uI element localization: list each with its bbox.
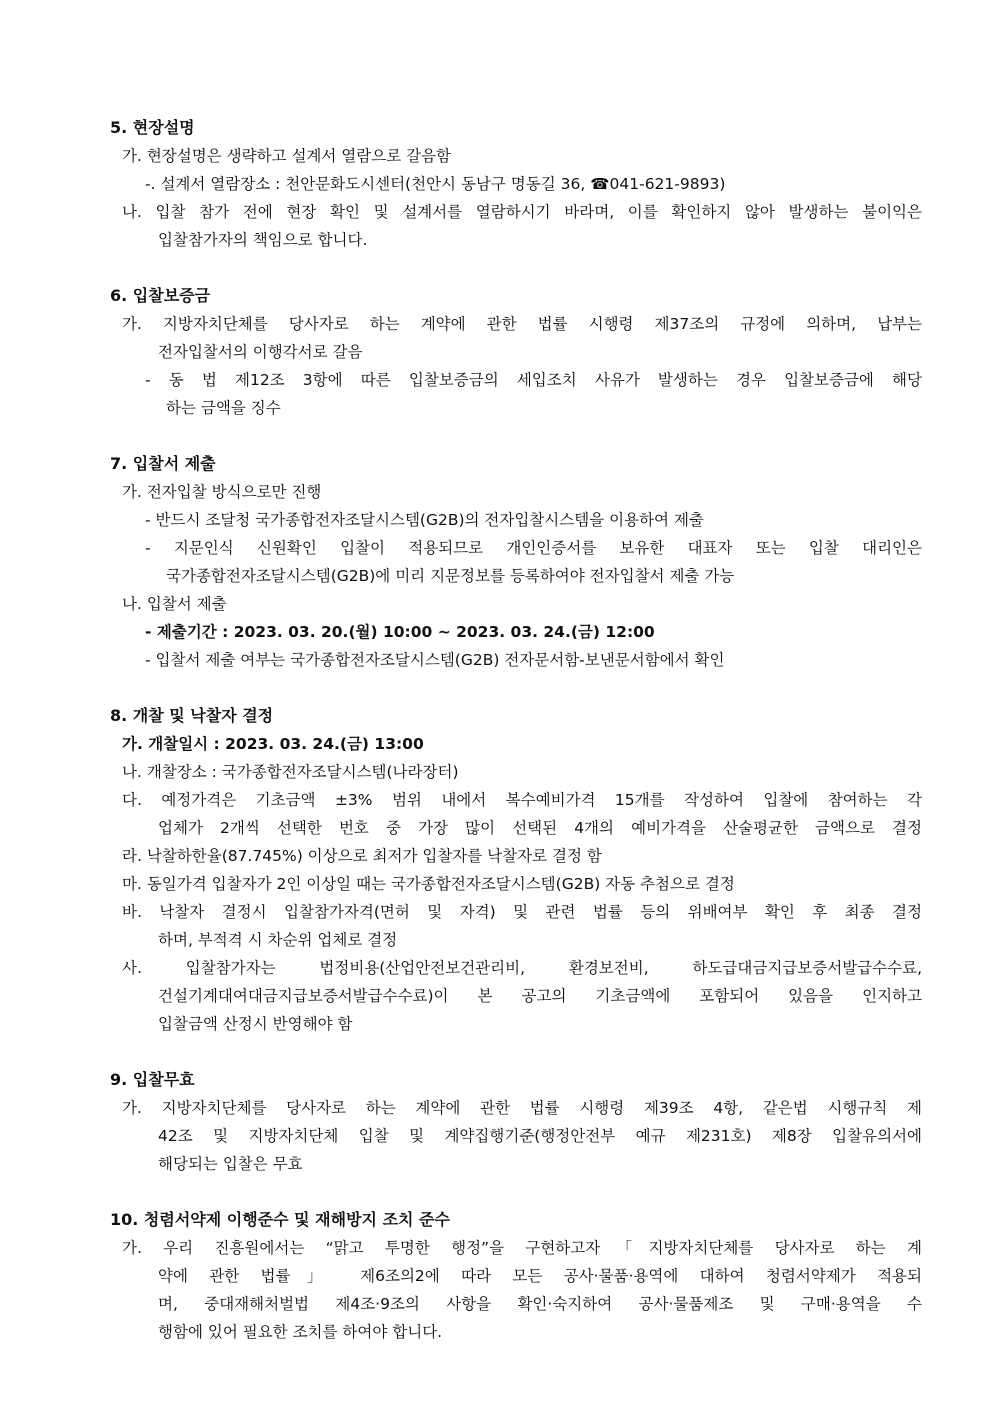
s9-item-ga-line3: 해당되는 입찰은 무효 [158,1155,303,1173]
s8-item-ma: 마. 동일가격 입찰자가 2인 이상일 때는 국가종합전자조달시스템(G2B) 자동 추첨으로 결정 [122,875,735,893]
section-7-title: 7. 입찰서 제출 [110,454,216,473]
s7-na-sub2: - 입찰서 제출 여부는 국가종합전자조달시스템(G2B) 전자문서함-보낸문서함에서 확인 [145,651,725,669]
section-8-title: 8. 개찰 및 낙찰자 결정 [110,706,274,725]
s10-item-ga-line1: 가. 우리 진흥원에서는 “맑고 투명한 행정”을 구현하고자「지방자치단체를 당사자로 하는 계 [122,1239,922,1257]
s5-item-na-line2: 입찰참가자의 책임으로 합니다. [158,231,368,249]
s7-ga-sub2-line2: 국가종합전자조달시스템(G2B)에 미리 지문정보를 등록하여야 전자입찰서 제출 가능 [166,567,735,585]
s7-item-na: 나. 입찰서 제출 [122,595,227,613]
section-6-title: 6. 입찰보증금 [110,286,211,305]
s7-na-sub1-deadline: - 제출기간 : 2023. 03. 20.(월) 10:00 ~ 2023. 03. 24.(금) 12:00 [145,623,655,641]
s5-item-na-line1: 나. 입찰 참가 전에 현장 확인 및 설계서를 열람하시기 바라며, 이를 확인하지 않아 발생하는 불이익은 [122,203,922,221]
s10-item-ga-line2: 약에 관한 법률」 제6조의2에 따라 모든 공사·물품·용역에 대하여 청렴서약제가 적용되 [158,1267,922,1285]
s8-item-ba-line2: 하며, 부적격 시 차순위 업체로 결정 [158,931,398,949]
s5-item-ga-sub: -. 설계서 열람장소 : 천안문화도시센터(천안시 동남구 명동길 36, ☎041-621-9893) [145,175,726,193]
s8-item-ra: 라. 낙찰하한율(87.745%) 이상으로 최저가 입찰자를 낙찰자로 결정 함 [122,847,602,865]
s8-item-sa-line2: 건설기계대여대금지급보증서발급수수료)이 본 공고의 기초금액에 포함되어 있음을 인지하고 [158,987,922,1005]
s5-item-ga: 가. 현장설명은 생략하고 설계서 열람으로 갈음함 [122,147,452,165]
s6-sub-line1: - 동 법 제12조 3항에 따른 입찰보증금의 세입조치 사유가 발생하는 경우 입찰보증금에 해당 [145,371,922,389]
s8-item-sa-line3: 입찰금액 산정시 반영해야 함 [158,1015,353,1033]
s10-item-ga-line4: 행함에 있어 필요한 조치를 하여야 합니다. [158,1323,443,1341]
section-10-title: 10. 청렴서약제 이행준수 및 재해방지 조치 준수 [110,1210,450,1229]
s6-item-ga-line2: 전자입찰서의 이행각서로 갈음 [158,343,363,361]
s9-item-ga-line1: 가. 지방자치단체를 당사자로 하는 계약에 관한 법률 시행령 제39조 4항, 같은법 시행규칙 제 [122,1099,922,1117]
s8-item-ga-opening-date: 가. 개찰일시 : 2023. 03. 24.(금) 13:00 [122,735,424,753]
s8-item-sa-line1: 사. 입찰참가자는 법정비용(산업안전보건관리비, 환경보전비, 하도급대금지급보증서발급수수료, [122,959,922,977]
s8-item-na: 나. 개찰장소 : 국가종합전자조달시스템(나라장터) [122,763,459,781]
section-5-title: 5. 현장설명 [110,118,195,137]
s6-sub-line2: 하는 금액을 징수 [166,399,281,417]
s10-item-ga-line3: 며, 중대재해처벌법 제4조·9조의 사항을 확인·숙지하여 공사·물품제조 및 구매·용역을 수 [158,1295,922,1313]
s7-ga-sub2-line1: - 지문인식 신원확인 입찰이 적용되므로 개인인증서를 보유한 대표자 또는 입찰 대리인은 [145,539,922,557]
s8-item-da-line1: 다. 예정가격은 기초금액 ±3% 범위 내에서 복수예비가격 15개를 작성하여 입찰에 참여하는 각 [122,791,922,809]
s7-item-ga: 가. 전자입찰 방식으로만 진행 [122,483,322,501]
s8-item-da-line2: 업체가 2개씩 선택한 번호 중 가장 많이 선택된 4개의 예비가격을 산술평균한 금액으로 결정 [158,819,922,837]
s9-item-ga-line2: 42조 및 지방자치단체 입찰 및 계약집행기준(행정안전부 예규 제231호) 제8장 입찰유의서에 [158,1127,922,1145]
s8-item-ba-line1: 바. 낙찰자 결정시 입찰참가자격(면허 및 자격) 및 관련 법률 등의 위배여부 확인 후 최종 결정 [122,903,922,921]
s6-item-ga-line1: 가. 지방자치단체를 당사자로 하는 계약에 관한 법률 시행령 제37조의 규정에 의하며, 납부는 [122,315,922,333]
s7-ga-sub1: - 반드시 조달청 국가종합전자조달시스템(G2B)의 전자입찰시스템을 이용하여 제출 [145,511,704,529]
section-9-title: 9. 입찰무효 [110,1070,195,1089]
